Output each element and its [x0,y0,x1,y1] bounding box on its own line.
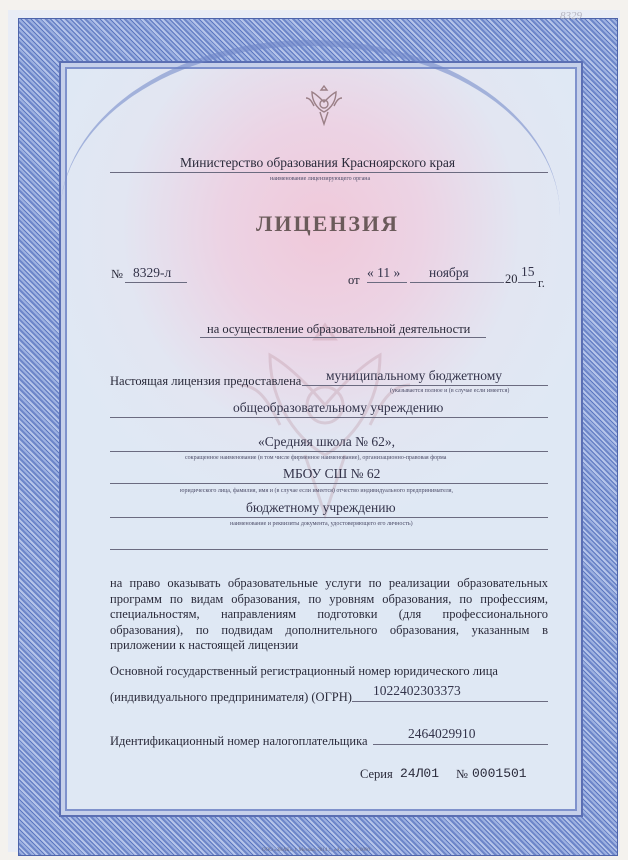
holder-line-1: муниципальному бюджетному [326,368,502,383]
license-number: 8329-л [133,265,172,280]
holder-line-4: МБОУ СШ № 62 [283,466,381,481]
ministry-caption: наименование лицензирующего органа [270,176,371,182]
caption-4: наименование и реквизиты документа, удостоверяющего его личность) [230,521,413,527]
date-year-suffix: г. [538,276,545,290]
caption-1: (указывается полное и (в случае если имеется) [390,388,510,394]
date-month: ноября [429,265,469,280]
series-label: Серия [360,767,393,781]
date-day: « 11 » [367,265,401,280]
rights-text: на право оказывать образовательные услуги по реализации образовательных программ по видам образования, по уровням образования, по профессиям, специальностям, направлениям подготовки (для профессионального образования), по подвидам дополнительного образования, указанным в приложении к настоящей лицензии [110,576,548,652]
date-year-prefix: 20 [505,272,518,286]
holder-line-3: «Средняя школа № 62», [258,434,396,449]
series-number-prefix: № [456,767,468,781]
inn-value: 2464029910 [408,726,476,741]
caption-3: юридического лица, фамилия, имя и (в случае если имеется) отчество индивидуального предпринимателя, [180,488,454,494]
date-year: 15 [521,264,535,279]
holder-line-5: бюджетному учреждению [246,500,396,515]
page-title: ЛИЦЕНЗИЯ [256,211,400,236]
date-prefix: от [348,273,360,287]
granted-label: Настоящая лицензия предоставлена [110,374,302,388]
holder-line-2: общеобразовательному учреждению [233,400,444,415]
caption-2: сокращенное наименование (в том числе фирменное наименование), организационно-правовая форма [185,455,447,461]
number-prefix: № [111,267,123,281]
coat-of-arms-icon [298,78,350,130]
ogrn-value: 1022402303373 [373,683,461,698]
inn-label: Идентификационный номер налогоплательщика [110,734,368,748]
ogrn-label-1: Основной государственный регистрационный номер юридического лица [110,664,498,678]
ministry-name: Министерство образования Красноярского края [180,155,456,170]
series-number: 0001501 [472,766,527,781]
purpose-text: на осуществление образовательной деятельности [207,322,471,336]
corner-stamp: 8329 [560,10,582,22]
ogrn-label-2: (индивидуального предпринимателя) (ОГРН) [110,690,352,704]
series-value: 24Л01 [400,766,440,781]
printer-footer: ООО «ЗНАК», г. Москва, 2014 г., «А», зак. № 0000 [262,848,370,853]
